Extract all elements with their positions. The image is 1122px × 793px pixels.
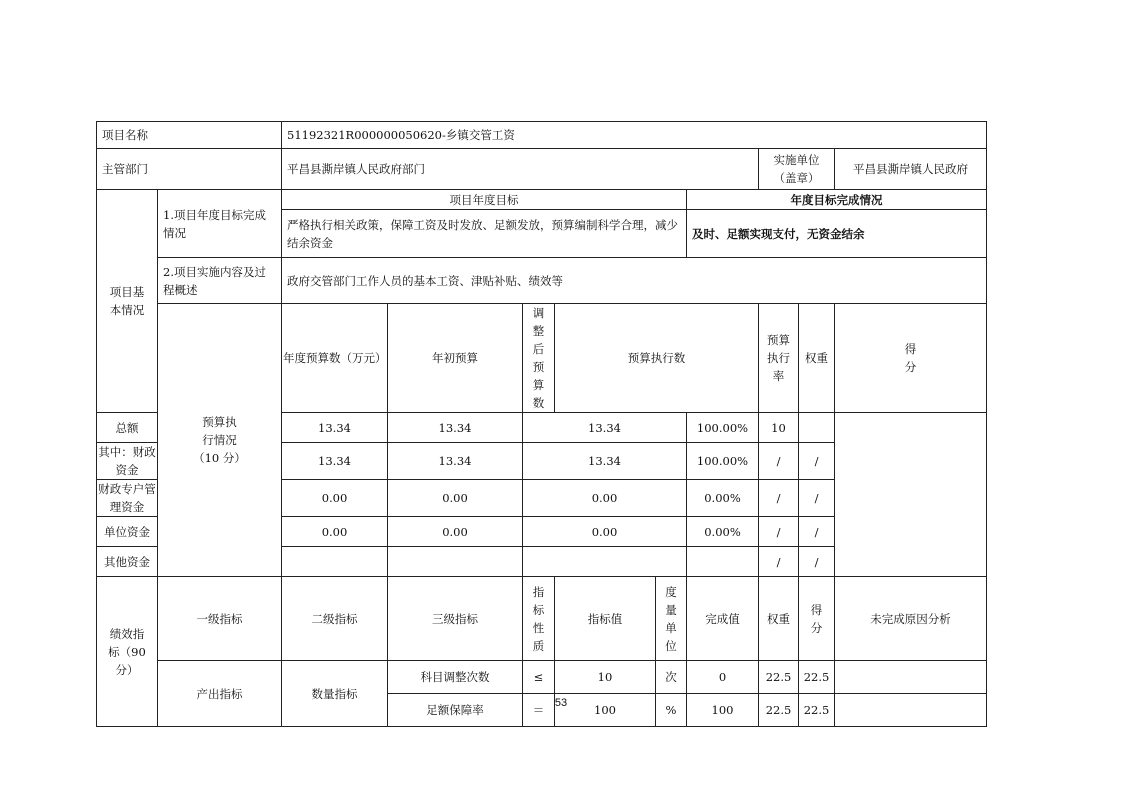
- budget-row-executed: [523, 547, 687, 577]
- budget-row-weight: /: [759, 480, 799, 517]
- perf-row-level3: 足额保障率: [388, 694, 523, 727]
- budget-row-adjusted: [388, 547, 523, 577]
- budget-row-adjusted: 0.00: [388, 480, 523, 517]
- budget-header-executed: 预算执行数: [555, 304, 759, 413]
- budget-row-score: /: [799, 517, 835, 547]
- content-text: 政府交管部门工作人员的基本工资、津贴补贴、绩效等: [282, 258, 987, 304]
- perf-row-weight: 22.5: [759, 661, 799, 694]
- perf-header-level1: 一级指标: [158, 577, 282, 661]
- perf-row-score: 22.5: [799, 694, 835, 727]
- perf-header-level2: 二级指标: [282, 577, 388, 661]
- perf-row-analysis: [835, 661, 987, 694]
- performance-section-label: 绩效指 标（90 分）: [97, 577, 158, 727]
- budget-row-rate: 0.00%: [687, 480, 759, 517]
- perf-row-level3: 科目调整次数: [388, 661, 523, 694]
- budget-row-initial: [282, 547, 388, 577]
- budget-row-weight: /: [759, 547, 799, 577]
- budget-header-weight: 权重: [799, 304, 835, 413]
- perf-row-unit: 次: [656, 661, 687, 694]
- budget-section-label: 预算执 行情况 （10 分）: [158, 304, 282, 577]
- budget-row-weight: /: [759, 443, 799, 480]
- perf-header-score: 得 分: [799, 577, 835, 661]
- budget-row-label: 总额: [97, 413, 158, 443]
- perf-row-value: 10: [555, 661, 656, 694]
- perf-row-completed: 100: [687, 694, 759, 727]
- budget-row-executed: 0.00: [523, 480, 687, 517]
- goal-header-row: [97, 190, 987, 210]
- page-number: 53: [554, 697, 568, 709]
- performance-row: [97, 661, 987, 694]
- budget-row-adjusted: 13.34: [388, 443, 523, 480]
- budget-header-score: 得 分: [835, 304, 987, 413]
- completion-header: 年度目标完成情况: [687, 190, 987, 210]
- budget-row-label: 其中：财政资金: [97, 443, 158, 480]
- budget-header-rate: 预算执行 率: [759, 304, 799, 413]
- budget-row-rate: 100.00%: [687, 413, 759, 443]
- perf-header-value: 指标值: [555, 577, 656, 661]
- department-value: 平昌县澌岸镇人民政府部门: [282, 149, 759, 190]
- budget-row-score: /: [799, 547, 835, 577]
- budget-row-initial: 0.00: [282, 480, 388, 517]
- department-label: 主管部门: [97, 149, 282, 190]
- perf-header-completed: 完成值: [687, 577, 759, 661]
- perf-row-nature: ≤: [523, 661, 555, 694]
- performance-evaluation-table: [96, 121, 987, 727]
- budget-row-initial: 0.00: [282, 517, 388, 547]
- budget-row-label: 单位资金: [97, 517, 158, 547]
- perf-header-weight: 权重: [759, 577, 799, 661]
- budget-row-adjusted: 0.00: [388, 517, 523, 547]
- budget-row-executed: 13.34: [523, 413, 687, 443]
- performance-header-row: [97, 577, 987, 661]
- budget-row-adjusted: 13.34: [388, 413, 523, 443]
- budget-reason-cell: [835, 413, 987, 577]
- implementing-unit-value: 平昌县澌岸镇人民政府: [835, 149, 987, 190]
- completion-text: 及时、足额实现支付，无资金结余: [687, 210, 987, 258]
- budget-row-executed: 0.00: [523, 517, 687, 547]
- content-row: [97, 258, 987, 304]
- budget-row-score: /: [799, 443, 835, 480]
- budget-header-adjusted: 调整后预算数: [523, 304, 555, 413]
- budget-row-executed: 13.34: [523, 443, 687, 480]
- goal-label: 1.项目年度目标完成情况: [158, 190, 282, 258]
- goal-header: 项目年度目标: [282, 190, 687, 210]
- perf-row-unit: %: [656, 694, 687, 727]
- perf-row-weight: 22.5: [759, 694, 799, 727]
- budget-row-weight: /: [759, 517, 799, 547]
- budget-row-rate: 100.00%: [687, 443, 759, 480]
- perf-header-analysis: 未完成原因分析: [835, 577, 987, 661]
- perf-header-nature: 指 标 性 质: [523, 577, 555, 661]
- basic-info-label: 项目基 本情况: [97, 190, 158, 413]
- budget-row-label: 财政专户管理资金: [97, 480, 158, 517]
- perf-level2-value: 数量指标: [282, 661, 388, 727]
- budget-row-initial: 13.34: [282, 443, 388, 480]
- perf-row-nature: ＝: [523, 694, 555, 727]
- department-row: [97, 149, 987, 190]
- content-label: 2.项目实施内容及过程概述: [158, 258, 282, 304]
- budget-row-weight: 10: [759, 413, 799, 443]
- budget-header-initial: 年初预算: [388, 304, 523, 413]
- budget-row-score: [799, 413, 835, 443]
- budget-row-score: /: [799, 480, 835, 517]
- perf-header-level3: 三级指标: [388, 577, 523, 661]
- project-name-label: 项目名称: [97, 122, 282, 149]
- perf-level1-value: 产出指标: [158, 661, 282, 727]
- project-name-row: [97, 122, 987, 149]
- budget-header-row: [97, 304, 987, 413]
- budget-row-rate: [687, 547, 759, 577]
- perf-header-unit: 度 量 单 位: [656, 577, 687, 661]
- project-name-value: 51192321R000000050620-乡镇交管工资: [282, 122, 987, 149]
- budget-row-initial: 13.34: [282, 413, 388, 443]
- perf-row-score: 22.5: [799, 661, 835, 694]
- budget-row-rate: 0.00%: [687, 517, 759, 547]
- budget-header-annual: 年度预算数（万元）: [282, 304, 388, 413]
- implementing-unit-label: 实施单位 （盖章）: [759, 149, 835, 190]
- perf-row-value: 100: [555, 694, 656, 727]
- goal-text: 严格执行相关政策，保障工资及时发放、足额发放，预算编制科学合理，减少结余资金: [282, 210, 687, 258]
- perf-row-completed: 0: [687, 661, 759, 694]
- budget-row-label: 其他资金: [97, 547, 158, 577]
